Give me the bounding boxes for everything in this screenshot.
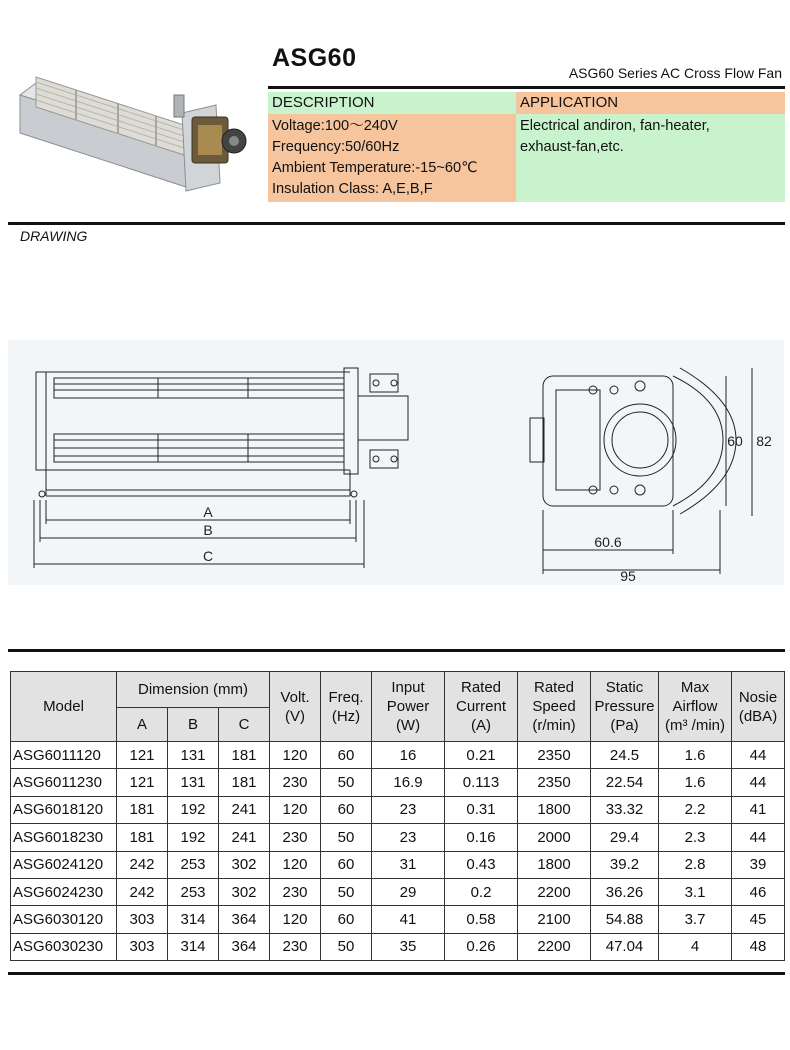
application-body: [516, 114, 785, 202]
header-rated-speed: Rated Speed (r/min): [518, 672, 591, 742]
cell-rated-speed: 2350: [518, 769, 591, 796]
table-row: [11, 769, 785, 796]
cell-input-power: 23: [372, 824, 445, 851]
cell-noise: 46: [732, 878, 785, 905]
cell-model: ASG6024230: [11, 878, 117, 905]
cell-dim-b: 314: [168, 906, 219, 933]
product-photo: [6, 55, 256, 205]
cell-rated-speed: 2200: [518, 933, 591, 960]
cell-rated-current: 0.43: [445, 851, 518, 878]
cell-input-power: 41: [372, 906, 445, 933]
header-max-airflow: Max Airflow (m³ /min): [659, 672, 732, 742]
cell-static-pressure: 39.2: [591, 851, 659, 878]
cell-static-pressure: 54.88: [591, 906, 659, 933]
cell-noise: 44: [732, 742, 785, 769]
cell-freq: 50: [321, 878, 372, 905]
frequency-line: Frequency:50/60Hz: [272, 139, 400, 155]
header-volt: Volt. (V): [270, 672, 321, 742]
cell-max-airflow: 1.6: [659, 769, 732, 796]
cell-freq: 60: [321, 906, 372, 933]
cell-dim-a: 303: [117, 906, 168, 933]
dim-label-60: 60: [727, 433, 743, 449]
cell-noise: 45: [732, 906, 785, 933]
dim-label-a: A: [203, 504, 213, 520]
cell-rated-current: 0.2: [445, 878, 518, 905]
application-line: Electrical andiron, fan-heater,: [520, 118, 710, 134]
cell-dim-b: 192: [168, 796, 219, 823]
cell-max-airflow: 2.3: [659, 824, 732, 851]
dim-label-82: 82: [756, 433, 772, 449]
cell-model: ASG6011230: [11, 769, 117, 796]
cell-volt: 230: [270, 769, 321, 796]
description-heading: DESCRIPTION: [268, 92, 516, 114]
cell-model: ASG6011120: [11, 742, 117, 769]
table-row: [11, 906, 785, 933]
application-line: exhaust-fan,etc.: [520, 139, 624, 155]
cell-max-airflow: 4: [659, 933, 732, 960]
cell-rated-speed: 2350: [518, 742, 591, 769]
cell-model: ASG6030120: [11, 906, 117, 933]
cell-noise: 48: [732, 933, 785, 960]
table-row: [11, 851, 785, 878]
header-dimension: Dimension (mm): [117, 672, 270, 708]
cell-rated-speed: 1800: [518, 796, 591, 823]
table-row: [11, 824, 785, 851]
cell-freq: 50: [321, 933, 372, 960]
application-heading: APPLICATION: [516, 92, 785, 114]
cell-max-airflow: 2.8: [659, 851, 732, 878]
cell-freq: 50: [321, 824, 372, 851]
cell-volt: 230: [270, 878, 321, 905]
cell-freq: 60: [321, 742, 372, 769]
cell-static-pressure: 36.26: [591, 878, 659, 905]
drawing-label: DRAWING: [20, 228, 88, 244]
cell-dim-c: 241: [219, 824, 270, 851]
cell-dim-c: 181: [219, 742, 270, 769]
cell-static-pressure: 24.5: [591, 742, 659, 769]
spec-table-body: [11, 742, 785, 961]
cell-input-power: 16.9: [372, 769, 445, 796]
cell-dim-b: 253: [168, 878, 219, 905]
cell-rated-speed: 2200: [518, 878, 591, 905]
cell-max-airflow: 3.1: [659, 878, 732, 905]
cell-rated-current: 0.58: [445, 906, 518, 933]
cell-max-airflow: 3.7: [659, 906, 732, 933]
header-dim-a: A: [117, 708, 168, 742]
cell-rated-speed: 2100: [518, 906, 591, 933]
section-divider: [8, 972, 785, 975]
section-divider: [8, 222, 785, 225]
cell-max-airflow: 1.6: [659, 742, 732, 769]
cell-input-power: 23: [372, 796, 445, 823]
cell-rated-current: 0.21: [445, 742, 518, 769]
cell-dim-b: 131: [168, 742, 219, 769]
cell-static-pressure: 47.04: [591, 933, 659, 960]
header-dim-c: C: [219, 708, 270, 742]
cell-dim-a: 181: [117, 796, 168, 823]
cell-volt: 120: [270, 796, 321, 823]
cell-noise: 39: [732, 851, 785, 878]
cell-volt: 120: [270, 851, 321, 878]
cell-dim-b: 253: [168, 851, 219, 878]
cell-rated-current: 0.31: [445, 796, 518, 823]
cell-noise: 44: [732, 769, 785, 796]
cell-dim-c: 181: [219, 769, 270, 796]
cell-model: ASG6018120: [11, 796, 117, 823]
cell-input-power: 31: [372, 851, 445, 878]
cell-dim-c: 302: [219, 851, 270, 878]
cell-dim-b: 314: [168, 933, 219, 960]
description-body: [268, 114, 516, 202]
product-title: ASG60: [272, 44, 357, 72]
cell-dim-c: 364: [219, 906, 270, 933]
insulation-line: Insulation Class: A,E,B,F: [272, 181, 433, 197]
voltage-line: Voltage:100～240V: [272, 118, 398, 134]
cell-static-pressure: 29.4: [591, 824, 659, 851]
cell-dim-a: 121: [117, 769, 168, 796]
cell-dim-a: 242: [117, 878, 168, 905]
cell-volt: 230: [270, 824, 321, 851]
cell-rated-speed: 2000: [518, 824, 591, 851]
cell-dim-c: 302: [219, 878, 270, 905]
cell-freq: 60: [321, 851, 372, 878]
cell-dim-b: 131: [168, 769, 219, 796]
cell-rated-current: 0.113: [445, 769, 518, 796]
cell-static-pressure: 33.32: [591, 796, 659, 823]
header-static-pressure: Static Pressure (Pa): [591, 672, 659, 742]
table-row: [11, 878, 785, 905]
dim-label-c: C: [202, 548, 214, 564]
cell-dim-a: 121: [117, 742, 168, 769]
cell-dim-c: 241: [219, 796, 270, 823]
cell-dim-a: 303: [117, 933, 168, 960]
cell-rated-current: 0.26: [445, 933, 518, 960]
dim-label-95: 95: [620, 568, 636, 584]
cell-rated-current: 0.16: [445, 824, 518, 851]
cell-volt: 120: [270, 742, 321, 769]
cell-model: ASG6030230: [11, 933, 117, 960]
cell-dim-a: 181: [117, 824, 168, 851]
header-model: Model: [11, 672, 117, 742]
cell-input-power: 29: [372, 878, 445, 905]
dim-label-60-6: 60.6: [594, 534, 622, 550]
header-noise: Nosie (dBA): [732, 672, 785, 742]
cell-max-airflow: 2.2: [659, 796, 732, 823]
spec-table: [10, 671, 785, 961]
cell-dim-c: 364: [219, 933, 270, 960]
cell-input-power: 16: [372, 742, 445, 769]
cell-noise: 41: [732, 796, 785, 823]
table-row: [11, 933, 785, 960]
header-input-power: Input Power (W): [372, 672, 445, 742]
table-row: [11, 742, 785, 769]
technical-drawing: [8, 340, 784, 585]
product-subtitle: ASG60 Series AC Cross Flow Fan: [568, 65, 782, 81]
cell-dim-b: 192: [168, 824, 219, 851]
cell-rated-speed: 1800: [518, 851, 591, 878]
header-dim-b: B: [168, 708, 219, 742]
dim-label-b: B: [203, 522, 213, 538]
cell-volt: 120: [270, 906, 321, 933]
cell-input-power: 35: [372, 933, 445, 960]
cell-dim-a: 242: [117, 851, 168, 878]
temperature-line: Ambient Temperature:-15~60℃: [272, 160, 478, 176]
cell-volt: 230: [270, 933, 321, 960]
cell-freq: 60: [321, 796, 372, 823]
header-freq: Freq. (Hz): [321, 672, 372, 742]
header-rated-current: Rated Current (A): [445, 672, 518, 742]
cell-static-pressure: 22.54: [591, 769, 659, 796]
title-divider: [268, 86, 785, 89]
cell-model: ASG6018230: [11, 824, 117, 851]
table-row: [11, 796, 785, 823]
cell-model: ASG6024120: [11, 851, 117, 878]
section-divider: [8, 649, 785, 652]
cell-noise: 44: [732, 824, 785, 851]
cell-freq: 50: [321, 769, 372, 796]
